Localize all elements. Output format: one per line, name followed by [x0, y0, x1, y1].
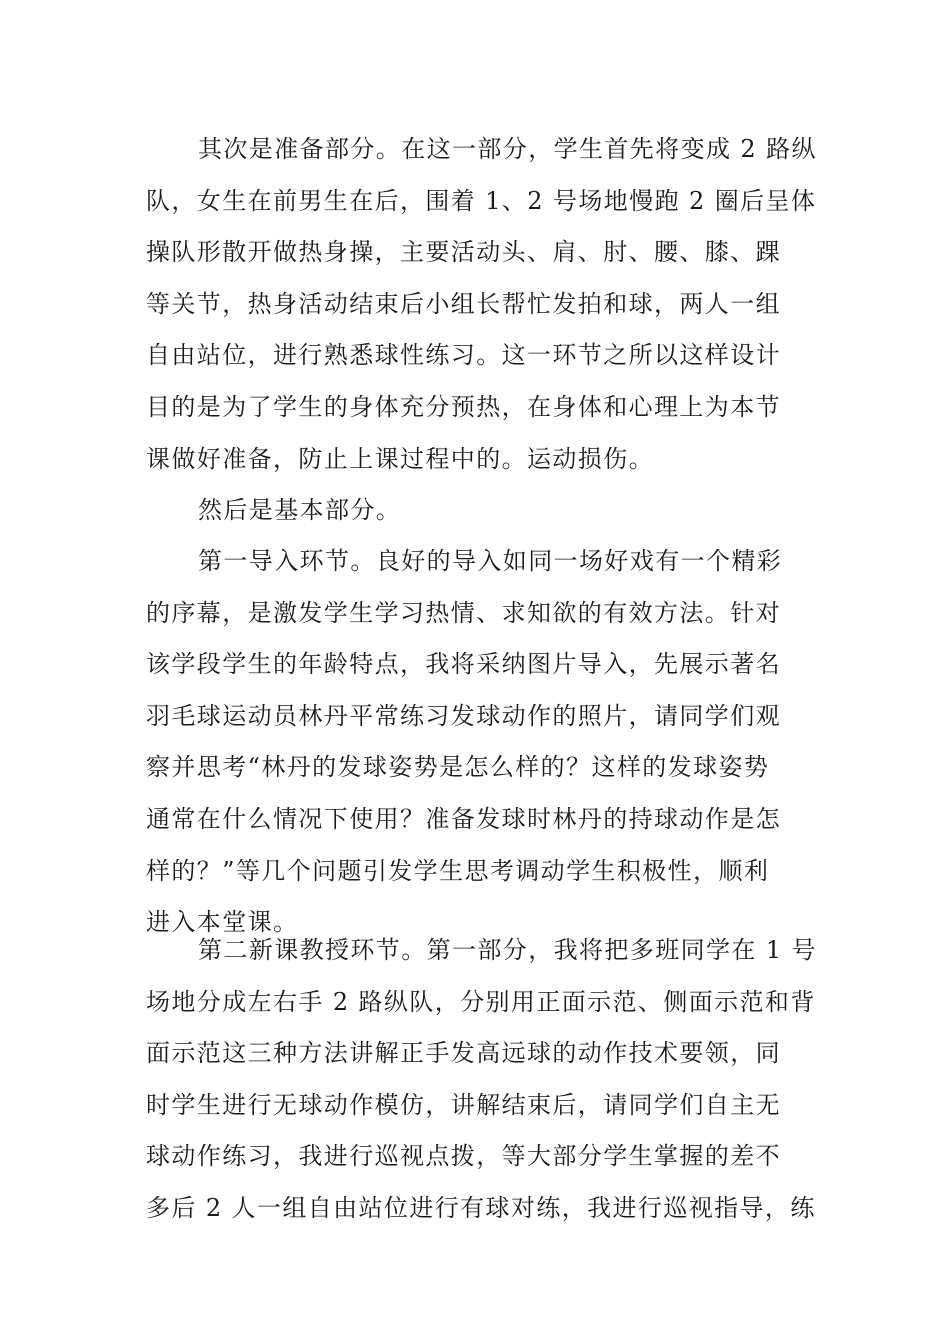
text-line: 场地分成左右手 2 路纵队，分别用正面示范、侧面示范和背 [146, 987, 816, 1016]
text-line: 的序幕，是激发学生学习热情、求知欲的有效方法。针对 [146, 598, 781, 627]
paragraph-preparation [146, 124, 817, 485]
text-line: 课做好准备，防止上课过程中的。运动损伤。 [146, 444, 654, 473]
text-line: 然后是基本部分。 [198, 496, 402, 524]
paragraph-new-lesson [146, 925, 817, 1235]
text-line: 其次是准备部分。在这一部分，学生首先将变成 2 路纵 [198, 135, 817, 163]
text-line: 第二新课教授环节。第一部分，我将把多班同学在 1 号 [198, 936, 817, 964]
text-line: 第一导入环节。良好的导入如同一场好戏有一个精彩 [198, 547, 783, 575]
text-line: 进入本堂课。 [146, 908, 299, 937]
paragraph-introduction [146, 536, 806, 949]
text-line: 察并思考“林丹的发球姿势是怎么样的？这样的发球姿势 [146, 753, 770, 782]
text-line: 面示范这三种方法讲解正手发高远球的动作技术要领，同 [146, 1039, 781, 1068]
text-line: 多后 2 人一组自由站位进行有球对练，我进行巡视指导，练 [146, 1193, 816, 1222]
text-line: 自由站位，进行熟悉球性练习。这一环节之所以这样设计 [146, 341, 781, 370]
paragraph-basic-part [146, 485, 806, 537]
text-line: 球动作练习，我进行巡视点拨，等大部分学生掌握的差不 [146, 1142, 781, 1171]
text-line: 样的？”等几个问题引发学生思考调动学生积极性，顺利 [146, 856, 770, 885]
text-line: 操队形散开做热身操，主要活动头、肩、肘、腰、膝、踝 [146, 238, 781, 267]
text-line: 队，女生在前男生在后，围着 1、2 号场地慢跑 2 圈后呈体 [146, 186, 817, 215]
text-line: 羽毛球运动员林丹平常练习发球动作的照片，请同学们观 [146, 701, 781, 730]
text-line: 时学生进行无球动作模仿，讲解结束后，请同学们自主无 [146, 1090, 781, 1119]
text-line: 等关节，热身活动结束后小组长帮忙发拍和球，两人一组 [146, 289, 781, 318]
text-line: 目的是为了学生的身体充分预热，在身体和心理上为本节 [146, 392, 781, 421]
text-line: 该学段学生的年龄特点，我将采纳图片导入，先展示著名 [146, 650, 781, 679]
text-line: 通常在什么情况下使用？准备发球时林丹的持球动作是怎 [146, 804, 781, 833]
